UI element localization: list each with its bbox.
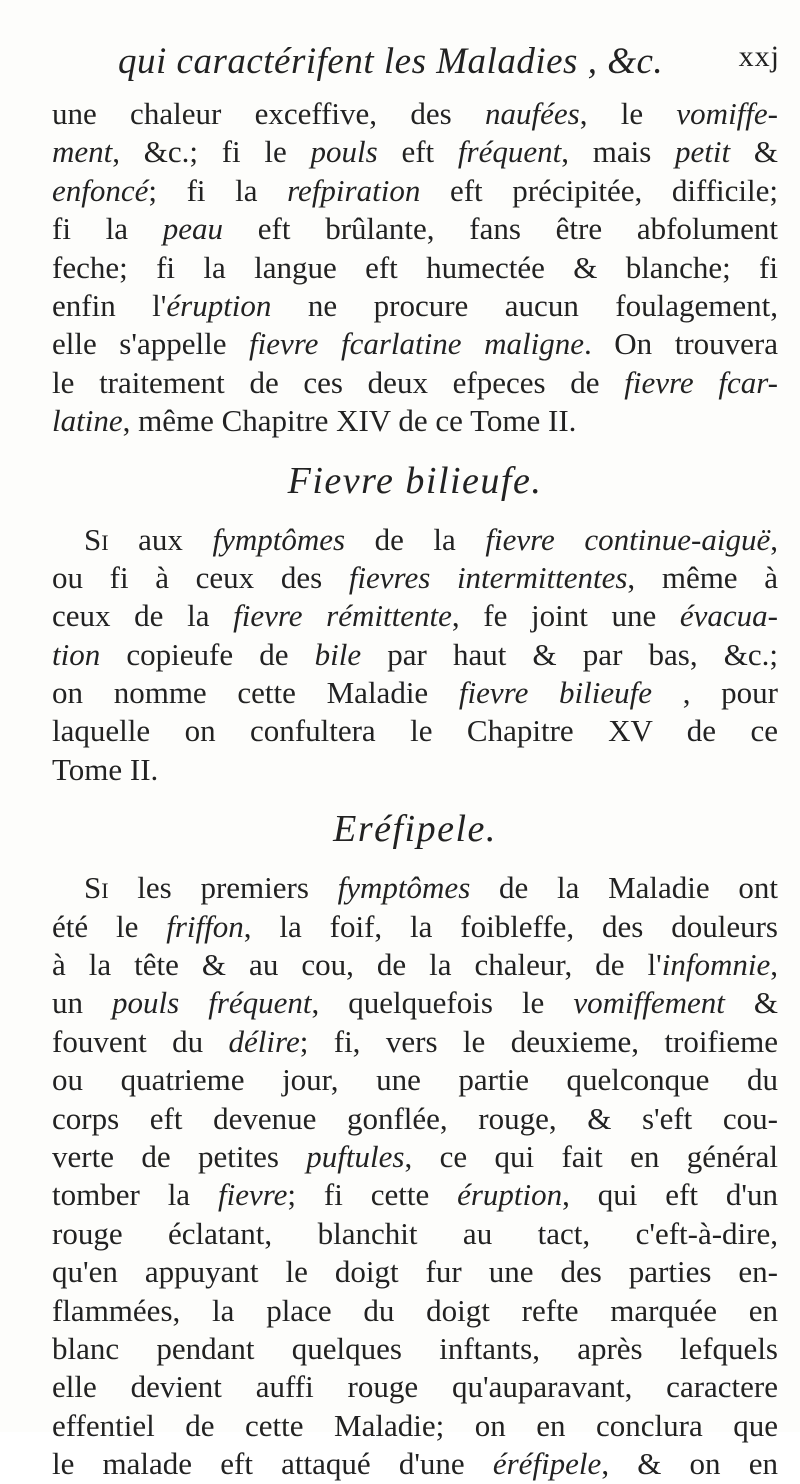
text-line: Si les premiers fymptômes de la Maladie ont bbox=[84, 870, 778, 906]
text-line: flammées, la place du doigt refte marquée en bbox=[52, 1292, 778, 1328]
text-line: à la tête & au cou, de la chaleur, de l'infomnie, bbox=[52, 947, 778, 983]
text-line: Tome II. bbox=[52, 751, 159, 787]
section-heading-eresipele: Eréfipele. bbox=[333, 808, 497, 851]
paragraph-fievre-bilieuse bbox=[52, 521, 778, 790]
text-line: été le friffon, la foif, la foibleffe, des douleurs bbox=[52, 908, 778, 944]
running-head bbox=[118, 40, 780, 90]
text-line: un pouls fréquent, quelquefois le vomiffement & bbox=[52, 985, 778, 1021]
text-line: elle devient auffi rouge qu'auparavant, caractere bbox=[52, 1369, 778, 1405]
text-line: une chaleur exceffive, des naufées, le vomiffe- bbox=[52, 96, 778, 131]
text-line: elle s'appelle fievre fcarlatine maligne. On trouvera bbox=[52, 326, 778, 362]
page-number: xxj bbox=[738, 40, 780, 73]
running-head-title: qui caractérifent les Maladies , &c. bbox=[118, 41, 664, 82]
paragraph-eresipele bbox=[52, 869, 778, 1483]
text-line: le traitement de ces deux efpeces de fievre fcar- bbox=[52, 364, 778, 400]
text-line: enfoncé; fi la refpiration eft précipitée, difficile; bbox=[52, 172, 778, 208]
text-line: ou quatrieme jour, une partie quelconque du bbox=[52, 1062, 778, 1098]
text-line: ment, &c.; fi le pouls eft fréquent, mais petit & bbox=[52, 134, 778, 170]
text-line: effentiel de cette Maladie; on en conclura que bbox=[52, 1407, 778, 1443]
text-line: verte de petites puftules, ce qui fait en général bbox=[52, 1138, 778, 1174]
text-line: corps eft devenue gonflée, rouge, & s'eft cou- bbox=[52, 1100, 778, 1136]
text-line: rouge éclatant, blanchit au tact, c'eft-à-dire, bbox=[52, 1215, 778, 1251]
text-line: tion copieufe de bile par haut & par bas, &c.; bbox=[52, 636, 778, 672]
text-line: latine, même Chapitre XIV de ce Tome II. bbox=[52, 403, 577, 439]
page-body bbox=[52, 95, 778, 1484]
text-line: blanc pendant quelques inftants, après lefquels bbox=[52, 1330, 778, 1366]
text-line: fi la peau eft brûlante, fans être abfolument bbox=[52, 211, 778, 247]
text-line: ou fi à ceux des fievres intermittentes, même à bbox=[52, 559, 778, 595]
text-line: Si aux fymptômes de la fievre continue-aiguë, bbox=[84, 521, 778, 557]
text-line: on nomme cette Maladie fievre bilieufe , pour bbox=[52, 675, 778, 711]
text-line: fouvent du délire; fi, vers le deuxieme, troifieme bbox=[52, 1023, 778, 1059]
paragraph-scarlatina-end bbox=[52, 95, 778, 441]
text-line: feche; fi la langue eft humectée & blanche; fi bbox=[52, 249, 778, 285]
text-line: ceux de la fievre rémittente, fe joint une évacua- bbox=[52, 598, 778, 634]
text-line: le malade eft attaqué d'une éréfipele, & on en bbox=[52, 1446, 778, 1482]
text-line: tomber la fievre; fi cette éruption, qui eft d'un bbox=[52, 1177, 778, 1213]
text-line: laquelle on confultera le Chapitre XV de ce bbox=[52, 713, 778, 749]
text-line: qu'en appuyant le doigt fur une des parties en- bbox=[52, 1254, 778, 1290]
section-heading-fievre-bilieuse: Fievre bilieufe. bbox=[287, 459, 543, 502]
text-line: enfin l'éruption ne procure aucun foulagement, bbox=[52, 287, 778, 323]
